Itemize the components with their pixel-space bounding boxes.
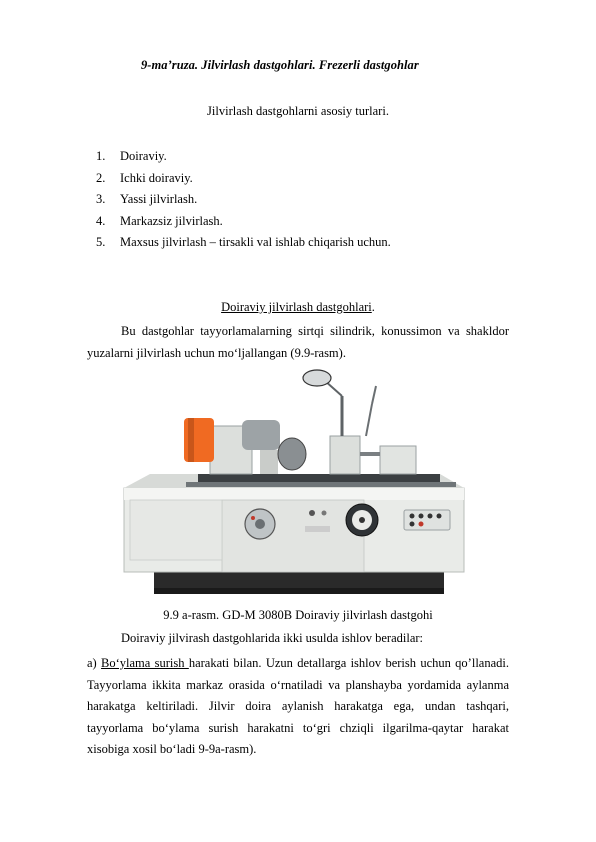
lecture-title: 9-ma’ruza. Jilvirlash dastgohlari. Frezerli dastgohlar (141, 58, 419, 72)
list-item: 1. Doiraviy. (96, 149, 167, 163)
list-item: 4. Markazsiz jilvirlash. (96, 213, 223, 228)
section-heading: Doiraviy jilvirlash dastgohlari. (221, 300, 375, 314)
list-item: 5. Maxsus jilvirlash – tirsakli val ishlab chiqarish uchun. (96, 235, 391, 249)
paragraph-intro: Bu dastgohlar tayyorlamalarning sirtqi silindrik, konussimon va shakldor yuzalarni jilvirlash uchun mo‘ljallangan (9.9-rasm). (87, 324, 509, 360)
list-item: 2. Ichki doiraviy. (96, 170, 193, 185)
grinding-machine-image (110, 366, 486, 604)
paragraph-methods: Doiraviy jilvirash dastgohlarida ikki usulda ishlov beradilar: (121, 631, 424, 645)
list-item: 3. Yassi jilvirlash. (96, 192, 198, 206)
figure-caption: 9.9 a-rasm. GD-M 3080B Doiraviy jilvirlash dastgohi (163, 608, 433, 622)
subtitle: Jilvirlash dastgohlarni asosiy turlari. (207, 104, 389, 118)
types-list (96, 146, 391, 254)
paragraph-longitudinal-feed: a) Bo‘ylama surish harakati bilan. Uzun detallarga ishlov berish uchun qo’llanadi. Tayyorlama ikkita markaz orasida o‘rnatiladi va planshayba yordamida aylanma harakatga keltiriladi. Jilvir doira aylanish harakatga ega, undan tashqari, tayyorlama bo‘ylama surish harakatni to‘gri chziqli ilgarilma-qaytar harakat xisobiga xosil bo‘ladi 9-9a-rasm). (87, 656, 509, 757)
